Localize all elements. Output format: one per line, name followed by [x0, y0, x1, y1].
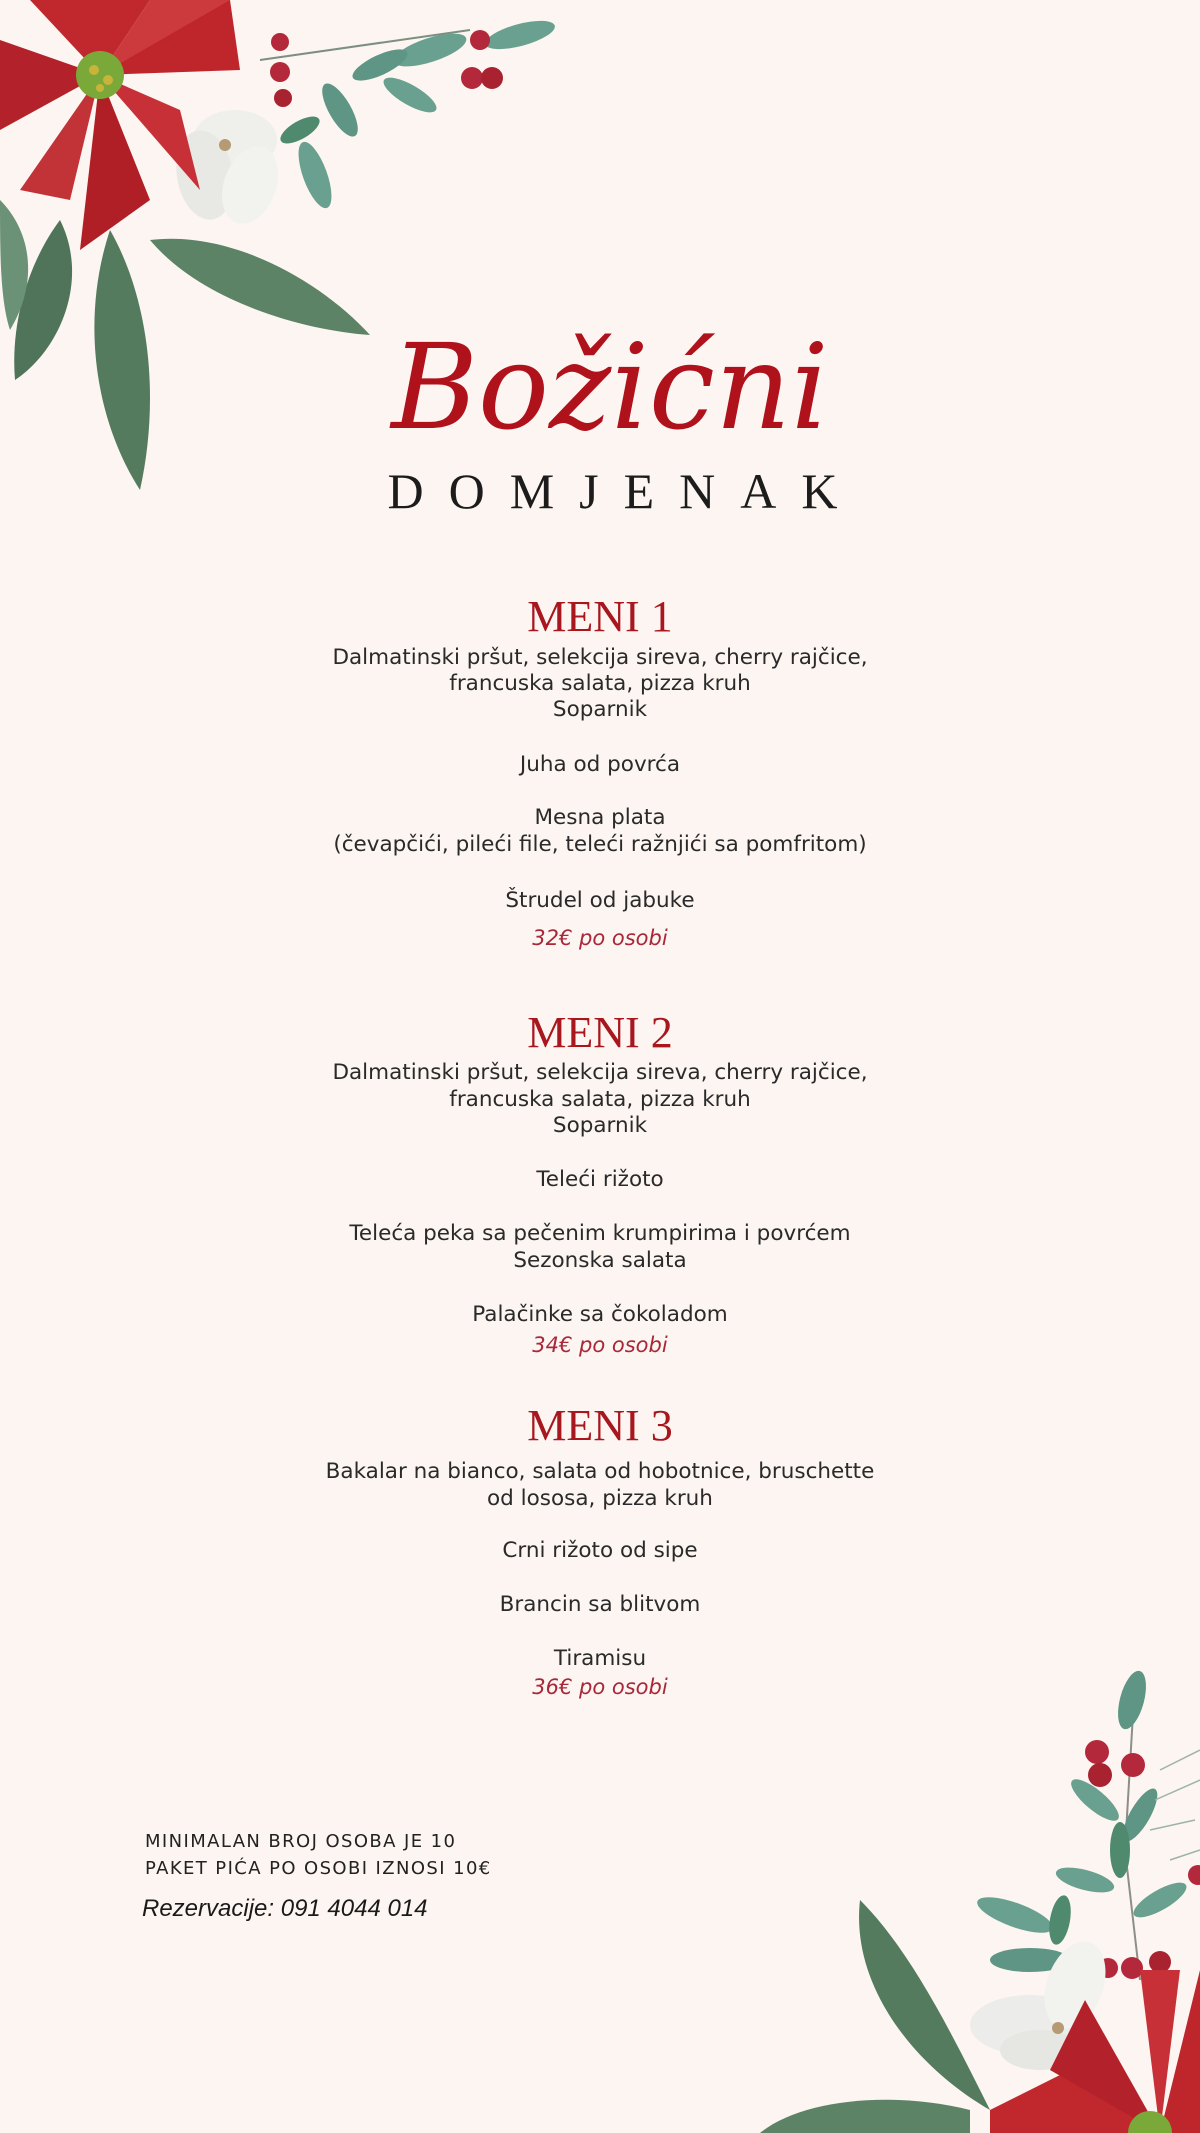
menu-item: Teleći rižoto [536, 1167, 664, 1192]
menu-item: Sezonska salata [513, 1248, 687, 1273]
menu-item: Mesna plata [534, 805, 666, 830]
menu-item: Juha od povrća [519, 752, 681, 777]
reservation-phone: Rezervacije: 091 4044 014 [142, 1895, 428, 1922]
menu-item: od lososa, pizza kruh [487, 1486, 713, 1511]
script-title-graphic [380, 318, 840, 468]
menu-price: 32€ po osobi [532, 926, 668, 950]
menu-item: Palačinke sa čokoladom [472, 1302, 728, 1327]
menu-item: francuska salata, pizza kruh [449, 1087, 751, 1112]
menu-item: francuska salata, pizza kruh [449, 671, 751, 696]
menu-title: MENI 1 [527, 592, 673, 641]
script-title-text: Božićni [391, 318, 829, 456]
menu-item: Štrudel od jabuke [505, 888, 695, 913]
floral-decoration-bottom-right-icon [740, 1650, 1200, 2133]
menu-price: 36€ po osobi [532, 1675, 668, 1699]
min-guests-note: MINIMALAN BROJ OSOBA JE 10 [145, 1831, 457, 1852]
menu-item: Dalmatinski pršut, selekcija sireva, cherry rajčice, [332, 1060, 868, 1085]
menu-title: MENI 3 [527, 1401, 673, 1450]
menu-item: Bakalar na bianco, salata od hobotnice, bruschette [325, 1459, 875, 1484]
menu-title: MENI 2 [527, 1008, 673, 1057]
menu-item: Tiramisu [553, 1646, 647, 1671]
menu-item: Teleća peka sa pečenim krumpirima i povrćem [349, 1221, 851, 1246]
menu-item: Dalmatinski pršut, selekcija sireva, cherry rajčice, [332, 645, 868, 670]
menu-item: Soparnik [552, 697, 648, 722]
menu-item: Crni rižoto od sipe [502, 1538, 698, 1563]
menu-price: 34€ po osobi [532, 1333, 668, 1357]
menu-item: (čevapčići, pileći file, teleći ražnjići sa pomfritom) [333, 832, 867, 857]
drinks-package-note: PAKET PIĆA PO OSOBI IZNOSI 10€ [145, 1858, 492, 1879]
page-subtitle: DOMJENAK [387, 463, 863, 519]
script-title [380, 318, 840, 468]
menu-item: Brancin sa blitvom [499, 1592, 701, 1617]
menu-item: Soparnik [552, 1113, 648, 1138]
